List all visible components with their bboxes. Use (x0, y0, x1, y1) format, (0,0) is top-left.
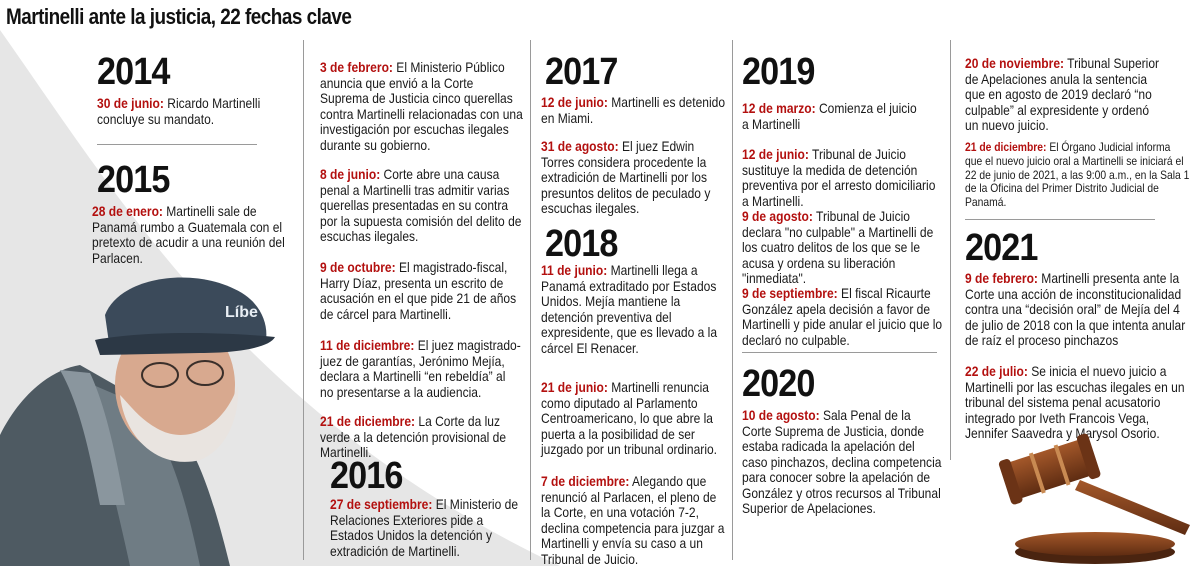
year-heading: 2015 (97, 159, 170, 201)
timeline-entry (320, 260, 526, 322)
entry-date: 21 de diciembre: (965, 140, 1047, 154)
timeline-entry (330, 497, 524, 559)
year-heading: 2016 (330, 455, 403, 497)
timeline-entry (541, 263, 728, 356)
entry-text: Sala Penal de la Corte Suprema de Justicia, donde estaba radicada la apelación del caso pinchazos, declina competencia para conocer sobre la apelación de González y otros recursos al Tribunal Superior de Apelaciones. (742, 407, 942, 516)
entry-date: 12 de marzo: (742, 100, 816, 116)
entry-date: 12 de junio: (742, 146, 809, 162)
entry-date: 9 de octubre: (320, 259, 396, 275)
entry-date: 9 de agosto: (742, 208, 813, 224)
cap-logo-text: Líbe (225, 304, 258, 321)
entry-date: 9 de febrero: (965, 270, 1038, 286)
entry-text: Martinelli llega a Panamá extraditado por Estados Unidos. Mejía mantiene la detención preventiva del expresidente, que es llevado a la cárcel El Renacer. (541, 262, 718, 356)
timeline-entry (742, 209, 943, 287)
entry-text: El magistrado-fiscal, Harry Díaz, presenta un escrito de acusación en el que pide 21 de años de cárcel para Martinelli. (320, 259, 517, 322)
entry-text: El fiscal Ricaurte González apela decisión a favor de Martinelli y pide anular el juicio que lo declaró no culpable. (742, 285, 943, 348)
timeline-entry (742, 286, 943, 348)
entry-date: 11 de junio: (541, 262, 608, 278)
page-title: Martinelli ante la justicia, 22 fechas clave (6, 4, 352, 29)
entry-text: Tribunal de Juicio sustituye la medida de detención preventiva por el arresto domiciliario a Martinelli. (742, 146, 936, 209)
entry-text: Martinelli renuncia como diputado al Parlamento Centroamericano, lo que abre la puerta a la posibilidad de ser juzgado por un tribunal ordinario. (541, 379, 718, 457)
entry-date: 11 de diciembre: (320, 337, 415, 353)
entry-date: 20 de noviembre: (965, 55, 1065, 71)
entry-text: Tribunal de Juicio declara "no culpable" a Martinelli de los cuatro delitos de los que se le acusa y ordena su liberación "inmediata". (742, 208, 934, 286)
entry-text: Se inicia el nuevo juicio a Martinelli por las escuchas ilegales en un tribunal del sistema penal acusatorio integrado por Iveth Francois Vega, Jennifer Saavedra y Marysol Osorio. (965, 363, 1185, 441)
timeline-entry (320, 167, 526, 245)
timeline-entry (541, 95, 728, 126)
entry-text: Tribunal Superior de Apelaciones anula la sentencia que en agosto de 2019 declaró “no culpable” al expresidente y ordenó un nuevo juicio. (965, 55, 1160, 133)
timeline-entry (320, 60, 525, 153)
timeline-entry (965, 56, 1161, 134)
year-heading: 2020 (742, 363, 815, 405)
entry-date: 9 de septiembre: (742, 285, 838, 301)
entry-date: 3 de febrero: (320, 59, 393, 75)
entry-date: 21 de junio: (541, 379, 608, 395)
year-heading: 2014 (97, 51, 170, 93)
entry-date: 27 de septiembre: (330, 496, 433, 512)
entry-text: El Ministerio de Relaciones Exteriores pide a Estados Unidos la detención y extradición de Martinelli. (330, 496, 519, 559)
timeline-entry (965, 271, 1190, 349)
entry-text: El Órgano Judicial informa que el nuevo juicio oral a Martinelli se iniciará el 22 de junio de 2021, a las 9:00 a.m., en la Sala 1 de la Oficina del Primer Distrito Judicial de Panamá. (965, 140, 1190, 210)
entry-date: 31 de agosto: (541, 138, 619, 154)
entry-text: Martinelli es detenido en Miami. (541, 94, 726, 126)
entry-date: 8 de junio: (320, 166, 381, 182)
timeline-entry (97, 96, 269, 127)
entry-text: Ricardo Martinelli concluye su mandato. (97, 95, 261, 127)
timeline-entry (320, 414, 526, 461)
entry-date: 30 de junio: (97, 95, 164, 111)
entry-text: Martinelli sale de Panamá rumbo a Guatemala con el pretexto de acudir a una reunión del Parlacen. (92, 203, 285, 266)
entry-text: El Ministerio Público anuncia que envió a la Corte Suprema de Justicia cinco querellas contra Martinelli relacionadas con una investigación por escuchas ilegales durante su gobierno. (320, 59, 523, 153)
timeline-entry (742, 147, 943, 209)
timeline-entry (541, 474, 728, 566)
entry-date: 7 de diciembre: (541, 473, 630, 489)
column-divider (732, 40, 733, 560)
gavel-illustration (985, 430, 1200, 566)
entry-date: 10 de agosto: (742, 407, 820, 423)
section-rule (742, 352, 937, 353)
entry-text: Corte abre una causa penal a Martinelli tras admitir varias querellas presentadas en su contra por la supuesta comisión del delito de escuchas ilegales. (320, 166, 522, 244)
timeline-entry (541, 139, 728, 217)
column-divider (530, 40, 531, 560)
entry-text: Comienza el juicio a Martinelli (742, 100, 917, 132)
timeline-entry (320, 338, 521, 400)
entry-text: El juez Edwin Torres considera procedente la extradición de Martinelli por los presuntos delitos de peculado y escuchas ilegales. (541, 138, 711, 216)
person-photo (0, 255, 290, 566)
column-divider (303, 40, 304, 560)
timeline-entry (742, 408, 943, 517)
column-divider (950, 40, 951, 460)
entry-date: 28 de enero: (92, 203, 163, 219)
entry-date: 21 de diciembre: (320, 413, 416, 429)
entry-text: Martinelli presenta ante la Corte una acción de inconstitucionalidad contra una “decisión oral” de Mejía del 4 de julio de 2018 con la que intenta anular de raíz el proceso pinchazos (965, 270, 1186, 348)
entry-date: 12 de junio: (541, 94, 608, 110)
year-heading: 2018 (545, 223, 618, 265)
timeline-entry (742, 101, 924, 132)
year-heading: 2021 (965, 227, 1038, 269)
entry-date: 22 de julio: (965, 363, 1028, 379)
year-heading: 2019 (742, 51, 815, 93)
timeline-entry (541, 380, 728, 458)
entry-text: La Corte da luz verde a la detención provisional de Martinelli. (320, 413, 507, 460)
section-rule (965, 219, 1155, 220)
year-heading: 2017 (545, 51, 618, 93)
timeline-entry (965, 141, 1190, 210)
entry-text: El juez magistrado-juez de garantías, Jerónimo Mejía, declara a Martinelli “en rebeldía” al no presentarse a la audiencia. (320, 337, 521, 400)
entry-text: Alegando que renunció al Parlacen, el pleno de la Corte, en una votación 7-2, declina competencia para juzgar a Martinelli y envía su caso a un Tribunal de Juicio. (541, 473, 725, 566)
section-rule (97, 144, 257, 145)
